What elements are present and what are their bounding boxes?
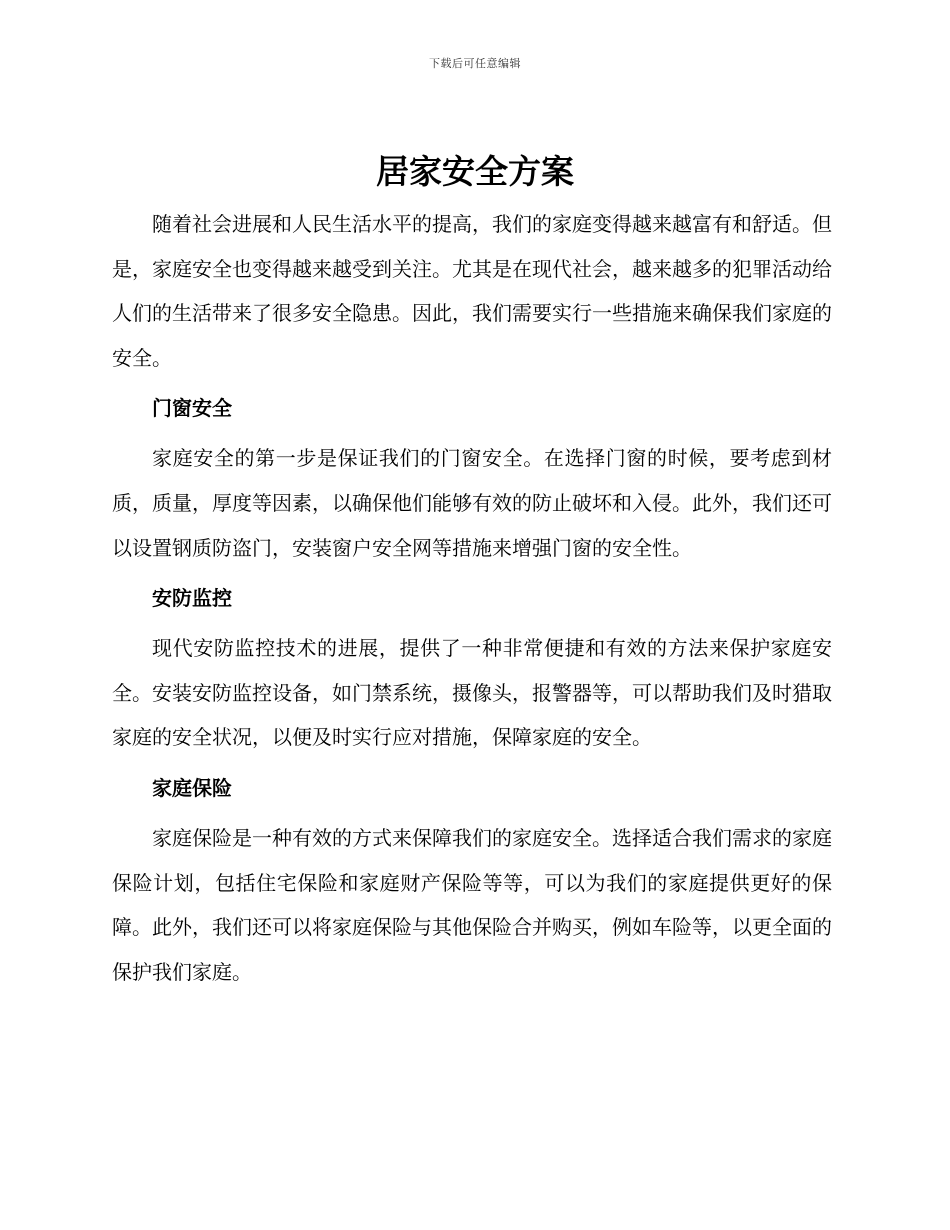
section-heading: 门窗安全	[152, 396, 232, 421]
section-home-insurance	[112, 773, 832, 994]
section-paragraph: 家庭安全的第一步是保证我们的门窗安全。在选择门窗的时候，要考虑到材质，质量，厚度等因素，以确保他们能够有效的防止破坏和入侵。此外，我们还可以设置钢质防盗门，安装窗户安全网等措施来增强门窗的安全性。	[112, 446, 832, 560]
section-heading: 家庭保险	[152, 775, 232, 800]
document-body	[112, 202, 832, 994]
section-door-window	[112, 393, 832, 570]
section-heading: 安防监控	[152, 586, 232, 611]
document-title: 居家安全方案	[376, 152, 574, 191]
section-paragraph: 家庭保险是一种有效的方式来保障我们的家庭安全。选择适合我们需求的家庭保险计划，包括住宅保险和家庭财产保险等等，可以为我们的家庭提供更好的保障。此外，我们还可以将家庭保险与其他保险合并购买，例如车险等，以更全面的保护我们家庭。	[112, 825, 832, 984]
intro-paragraph: 随着社会进展和人民生活水平的提高，我们的家庭变得越来越富有和舒适。但是，家庭安全也变得越来越受到关注。尤其是在现代社会，越来越多的犯罪活动给人们的生活带来了很多安全隐患。因此，我们需要实行一些措施来确保我们家庭的安全。	[112, 212, 832, 370]
section-security-monitoring	[112, 583, 832, 760]
page-header-note: 下载后可任意编辑	[429, 57, 521, 70]
section-paragraph: 现代安防监控技术的进展，提供了一种非常便捷和有效的方法来保护家庭安全。安装安防监控设备，如门禁系统，摄像头，报警器等，可以帮助我们及时猎取家庭的安全状况，以便及时实行应对措施，保障家庭的安全。	[112, 636, 832, 750]
